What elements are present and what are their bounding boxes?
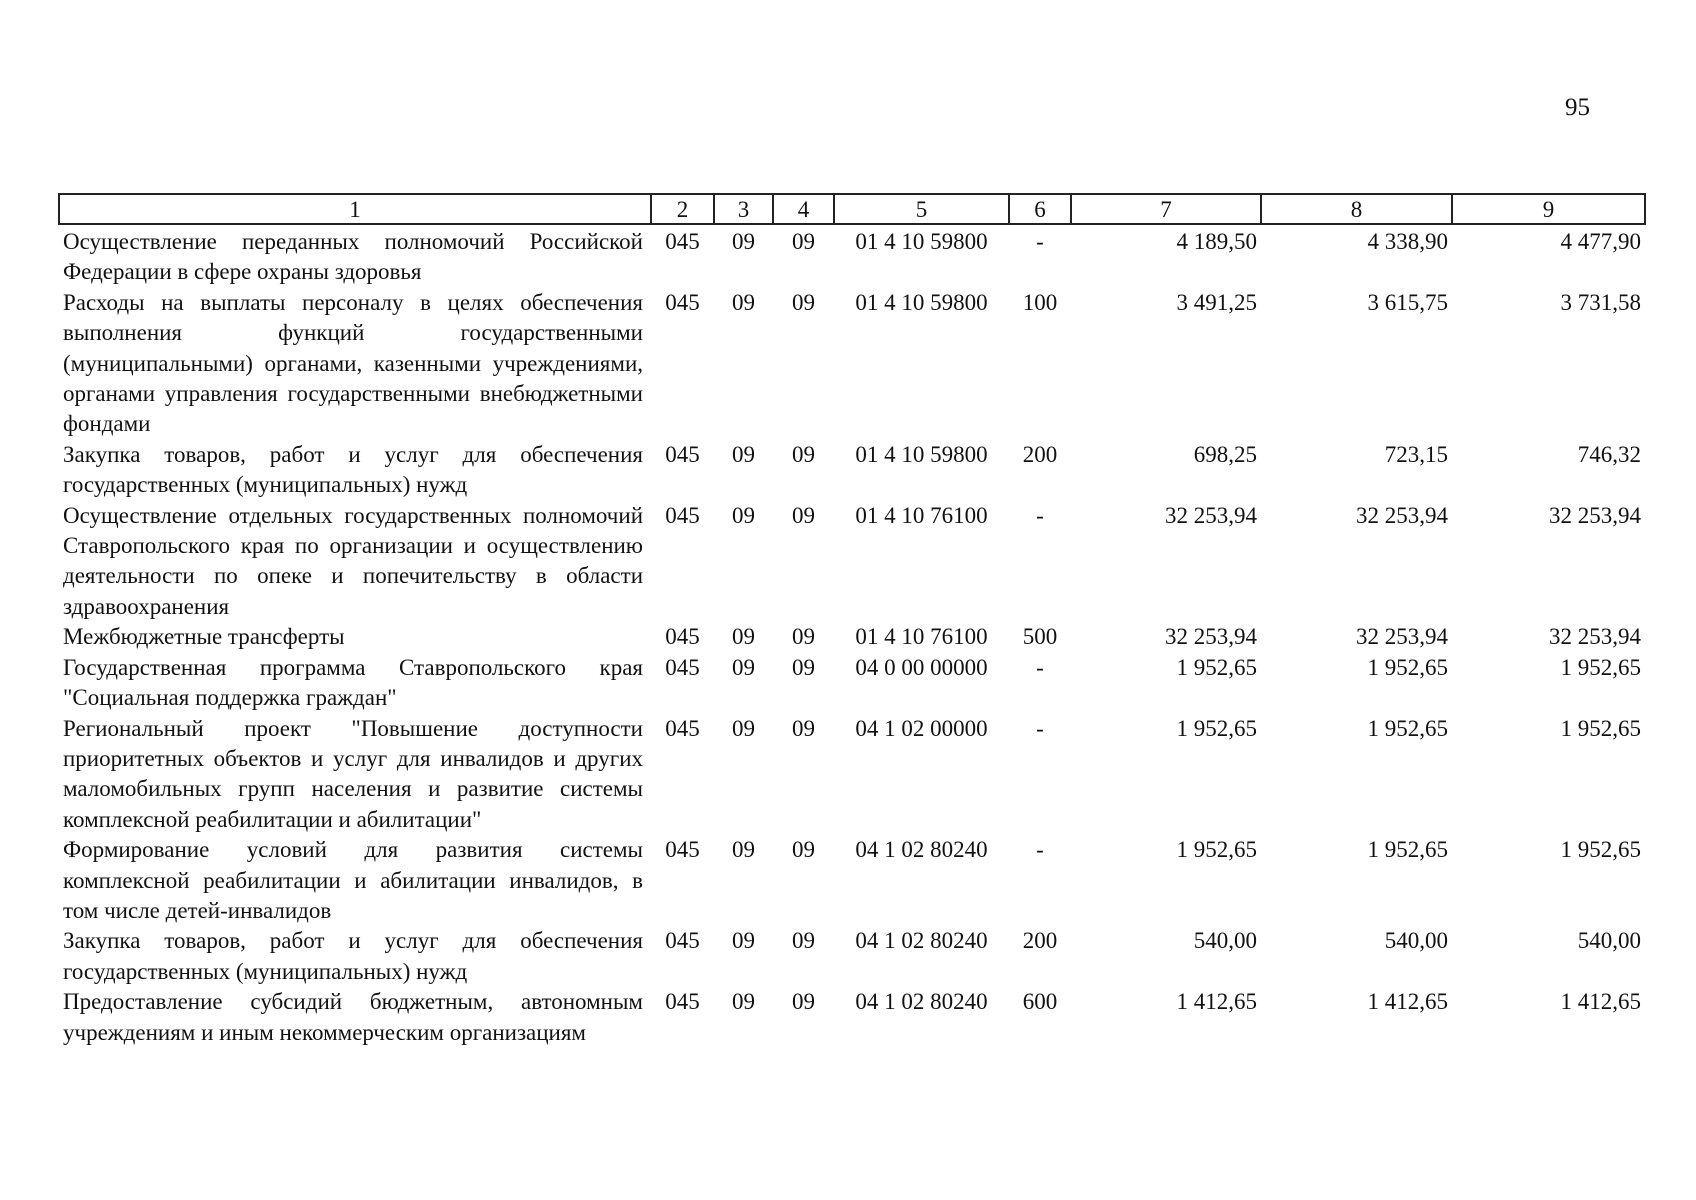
header-col-7: 7 xyxy=(1071,194,1261,224)
row-ved-code: 045 xyxy=(665,229,700,254)
table-row xyxy=(59,622,1645,652)
table-header xyxy=(59,194,1645,224)
row-amount-col8: 1 952,65 xyxy=(1367,837,1448,863)
row-expense-type: - xyxy=(1036,502,1044,528)
row-target-article: 01 4 10 59800 xyxy=(855,289,988,315)
row-section: 09 xyxy=(732,229,755,254)
row-amount-col8: 1 952,65 xyxy=(1367,715,1448,741)
row-name: Формирование условий для развития системы комплексной реабилитации и абилитации инвалидов, в том числе детей-инвалидов xyxy=(63,837,643,923)
table-row xyxy=(59,440,1645,501)
header-col-8: 8 xyxy=(1261,194,1452,224)
row-name: Закупка товаров, работ и услуг для обеспечения государственных (муниципальных) нужд xyxy=(63,928,643,984)
row-amount-col9: 1 952,65 xyxy=(1560,837,1641,863)
row-amount-col8: 3 615,75 xyxy=(1367,289,1448,315)
row-target-article: 01 4 10 59800 xyxy=(855,441,988,467)
table-row xyxy=(59,926,1645,987)
row-ved-code: 045 xyxy=(665,928,700,954)
row-amount-col7: 1 952,65 xyxy=(1176,837,1257,863)
budget-table xyxy=(58,193,1646,1048)
row-amount-col7: 4 189,50 xyxy=(1176,229,1257,254)
row-amount-col9: 32 253,94 xyxy=(1549,502,1641,528)
row-amount-col9: 4 477,90 xyxy=(1560,229,1641,254)
header-col-1: 1 xyxy=(59,194,651,224)
row-ved-code: 045 xyxy=(665,289,700,315)
row-amount-col8: 4 338,90 xyxy=(1367,229,1448,254)
row-target-article: 01 4 10 59800 xyxy=(855,229,988,254)
row-target-article: 04 0 00 00000 xyxy=(855,654,988,680)
row-target-article: 04 1 02 80240 xyxy=(855,928,988,954)
row-expense-type: - xyxy=(1036,654,1044,680)
table-row xyxy=(59,835,1645,926)
row-amount-col7: 32 253,94 xyxy=(1165,502,1257,528)
row-subsection: 09 xyxy=(792,289,815,315)
table-row xyxy=(59,288,1645,440)
row-subsection: 09 xyxy=(792,502,815,528)
row-subsection: 09 xyxy=(792,654,815,680)
row-amount-col9: 1 952,65 xyxy=(1560,715,1641,741)
row-amount-col8: 32 253,94 xyxy=(1356,624,1448,650)
row-name: Государственная программа Ставропольского края "Социальная поддержка граждан" xyxy=(63,654,643,711)
row-expense-type: - xyxy=(1036,837,1044,863)
row-amount-col8: 540,00 xyxy=(1384,928,1448,954)
row-section: 09 xyxy=(732,715,755,741)
header-row xyxy=(59,194,1645,224)
row-name: Региональный проект "Повышение доступности приоритетных объектов и услуг для инвалидов и других маломобильных групп населения и развитие системы комплексной реабилитации и абилитации" xyxy=(63,715,643,832)
header-col-3: 3 xyxy=(714,194,773,224)
row-amount-col7: 1 952,65 xyxy=(1176,715,1257,741)
row-amount-col8: 32 253,94 xyxy=(1356,502,1448,528)
table-row xyxy=(59,224,1645,288)
row-expense-type: 100 xyxy=(1022,289,1058,315)
row-name: Расходы на выплаты персоналу в целях обеспечения выполнения функций государственными (муниципальными) органами, казенными учреждениями, органами управления государственными внебюджетными фондами xyxy=(63,289,643,437)
row-expense-type: - xyxy=(1036,229,1044,254)
row-ved-code: 045 xyxy=(665,441,700,467)
table-row xyxy=(59,653,1645,714)
row-amount-col7: 1 412,65 xyxy=(1176,989,1257,1015)
row-target-article: 04 1 02 00000 xyxy=(855,715,988,741)
row-subsection: 09 xyxy=(792,928,815,954)
table-body xyxy=(59,224,1645,1048)
row-expense-type: - xyxy=(1036,715,1044,741)
row-section: 09 xyxy=(732,837,755,863)
row-amount-col7: 1 952,65 xyxy=(1176,654,1257,680)
row-section: 09 xyxy=(732,441,755,467)
table-row xyxy=(59,987,1645,1048)
row-section: 09 xyxy=(732,502,755,528)
header-col-9: 9 xyxy=(1452,194,1645,224)
row-amount-col9: 746,32 xyxy=(1577,441,1641,467)
row-ved-code: 045 xyxy=(665,989,700,1015)
table-row xyxy=(59,501,1645,623)
row-section: 09 xyxy=(732,624,755,650)
row-subsection: 09 xyxy=(792,715,815,741)
row-name: Межбюджетные трансферты xyxy=(63,624,345,650)
row-amount-col8: 1 952,65 xyxy=(1367,654,1448,680)
header-col-2: 2 xyxy=(651,194,714,224)
row-name: Закупка товаров, работ и услуг для обеспечения государственных (муниципальных) нужд xyxy=(63,441,643,498)
row-amount-col7: 32 253,94 xyxy=(1165,624,1257,650)
row-target-article: 01 4 10 76100 xyxy=(855,502,988,528)
row-amount-col9: 1 412,65 xyxy=(1560,989,1641,1015)
row-amount-col8: 723,15 xyxy=(1384,441,1448,467)
row-amount-col9: 1 952,65 xyxy=(1560,654,1641,680)
row-section: 09 xyxy=(732,289,755,315)
row-subsection: 09 xyxy=(792,229,815,254)
row-amount-col9: 3 731,58 xyxy=(1560,289,1641,315)
row-ved-code: 045 xyxy=(665,837,700,863)
row-name: Осуществление переданных полномочий Российской Федерации в сфере охраны здоровья xyxy=(63,229,643,285)
row-amount-col7: 3 491,25 xyxy=(1176,289,1257,315)
row-amount-col7: 698,25 xyxy=(1193,441,1257,467)
row-expense-type: 200 xyxy=(1022,928,1058,954)
row-expense-type: 200 xyxy=(1022,441,1058,467)
page-number: 95 xyxy=(1565,94,1590,121)
table-row xyxy=(59,714,1645,836)
row-section: 09 xyxy=(732,989,755,1015)
row-target-article: 04 1 02 80240 xyxy=(855,989,988,1015)
row-amount-col9: 32 253,94 xyxy=(1549,624,1641,650)
header-col-5: 5 xyxy=(834,194,1009,224)
row-ved-code: 045 xyxy=(665,502,700,528)
row-target-article: 04 1 02 80240 xyxy=(855,837,988,863)
row-amount-col7: 540,00 xyxy=(1193,928,1257,954)
row-target-article: 01 4 10 76100 xyxy=(855,624,988,650)
row-amount-col8: 1 412,65 xyxy=(1367,989,1448,1015)
row-ved-code: 045 xyxy=(665,624,700,650)
row-ved-code: 045 xyxy=(665,715,700,741)
row-name: Осуществление отдельных государственных полномочий Ставропольского края по организации и осуществлению деятельности по опеке и попечительству в области здравоохранения xyxy=(63,502,643,619)
row-name: Предоставление субсидий бюджетным, автономным учреждениям и иным некоммерческим организациям xyxy=(63,989,643,1045)
header-col-6: 6 xyxy=(1009,194,1071,224)
row-subsection: 09 xyxy=(792,624,815,650)
row-subsection: 09 xyxy=(792,837,815,863)
row-expense-type: 500 xyxy=(1022,624,1058,650)
row-amount-col9: 540,00 xyxy=(1577,928,1641,954)
row-section: 09 xyxy=(732,654,755,680)
header-col-4: 4 xyxy=(773,194,834,224)
row-section: 09 xyxy=(732,928,755,954)
row-subsection: 09 xyxy=(792,441,815,467)
row-ved-code: 045 xyxy=(665,654,700,680)
row-subsection: 09 xyxy=(792,989,815,1015)
row-expense-type: 600 xyxy=(1022,989,1058,1015)
